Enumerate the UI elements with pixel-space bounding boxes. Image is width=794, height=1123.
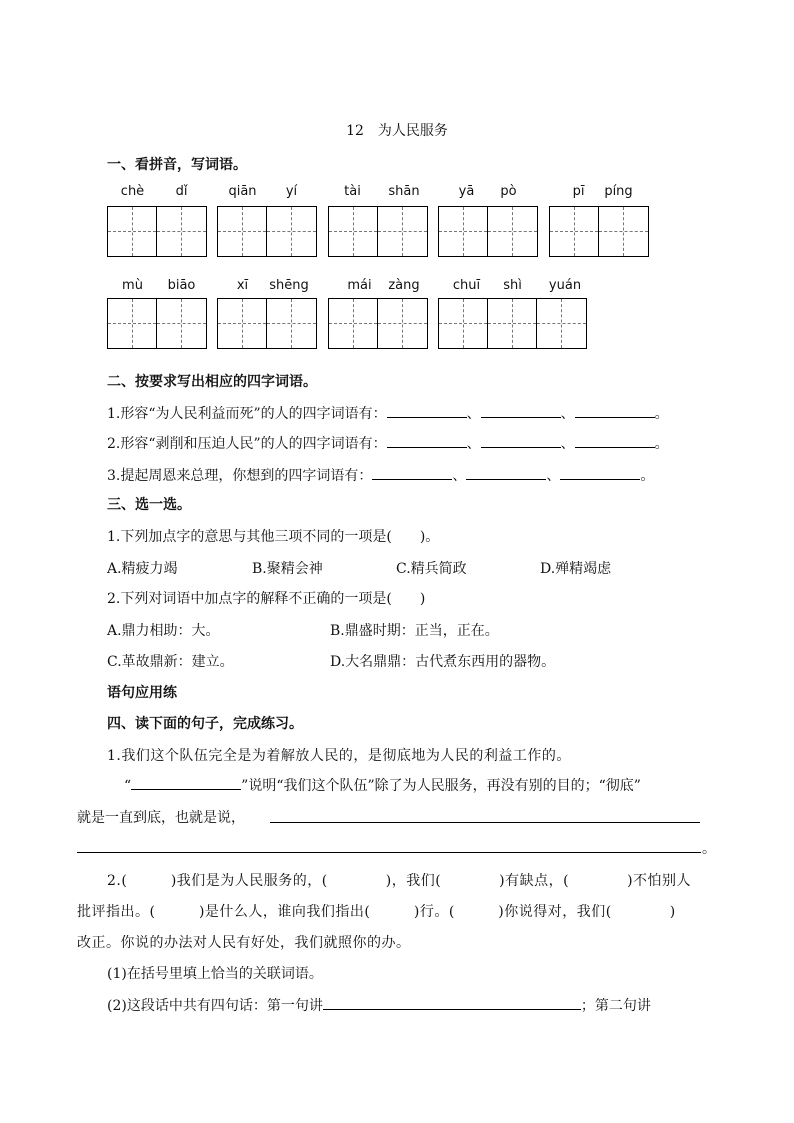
writing-grid[interactable]	[217, 298, 317, 349]
section-3-heading: 三、选一选。	[107, 497, 191, 513]
period: 。	[654, 436, 669, 452]
answer-blank[interactable]	[387, 405, 467, 418]
q4-passage-2-line-2: 批评指出。( )是什么人，谁向我们指出( )行。( )你说得对，我们( )	[77, 904, 676, 920]
pinyin: qiān	[228, 184, 257, 199]
section-1-heading: 一、看拼音，写词语。	[107, 157, 247, 173]
q4-line-meaning: 就是一直到底，也就是说，	[77, 810, 245, 826]
answer-blank[interactable]	[372, 467, 452, 480]
pinyin: pī	[572, 184, 585, 199]
q3-option-2a[interactable]: A.鼎力相助：大。	[107, 623, 220, 639]
period: 。	[654, 406, 669, 422]
separator: 、	[560, 406, 575, 422]
q4-sub-1: (1)在括号里填上恰当的关联词语。	[107, 966, 323, 982]
q3-option-a[interactable]: A.精疲力竭	[107, 561, 178, 577]
pinyin: tài	[344, 184, 361, 199]
q3-option-2b[interactable]: B.鼎盛时期：正当，正在。	[330, 623, 499, 639]
writing-grid[interactable]	[328, 298, 428, 349]
q2-line-3-text: 3.提起周恩来总理，你想到的四字词语有：	[107, 468, 373, 484]
q2-line-2	[107, 433, 669, 453]
q3-option-b[interactable]: B.聚精会神	[252, 561, 323, 577]
pinyin: shān	[388, 184, 420, 199]
writing-grid[interactable]	[328, 206, 428, 257]
answer-blank[interactable]	[481, 405, 561, 418]
pinyin: biāo	[167, 278, 196, 293]
separator: 、	[560, 436, 575, 452]
pinyin: yuán	[548, 278, 582, 293]
q4-quote-text: ”说明“我们这个队伍”除了为人民服务，再没有别的目的；“彻底”	[241, 778, 641, 794]
answer-blank[interactable]	[560, 467, 640, 480]
pinyin: xī	[236, 278, 249, 293]
practice-heading: 语句应用练	[107, 685, 177, 701]
q4-line-quote	[124, 775, 641, 795]
writing-grid[interactable]	[107, 206, 207, 257]
answer-blank[interactable]	[131, 777, 241, 790]
pinyin: dǐ	[175, 184, 188, 199]
answer-blank[interactable]	[575, 435, 655, 448]
q4-passage-1: 1.我们这个队伍完全是为着解放人民的，是彻底地为人民的利益工作的。	[107, 748, 571, 764]
q4-passage-2-line-3: 改正。你说的办法对人民有好处，我们就照你的办。	[77, 935, 411, 951]
separator: 、	[466, 436, 481, 452]
section-4-heading: 四、读下面的句子，完成练习。	[107, 716, 303, 732]
pinyin: shì	[503, 278, 522, 293]
answer-blank[interactable]	[481, 435, 561, 448]
answer-blank[interactable]	[323, 997, 581, 1010]
answer-line[interactable]	[77, 852, 701, 853]
pinyin: shēng	[269, 278, 309, 293]
q3-question-2: 2.下列对词语中加点字的解释不正确的一项是( )	[107, 591, 426, 607]
pinyin: pò	[500, 184, 517, 199]
pinyin: mù	[122, 278, 143, 293]
pinyin: chè	[120, 184, 145, 199]
q3-option-2c[interactable]: C.革故鼎新：建立。	[107, 654, 234, 670]
writing-grid[interactable]	[217, 206, 317, 257]
writing-grid[interactable]	[438, 206, 538, 257]
q3-option-2d[interactable]: D.大名鼎鼎：古代煮东西用的器物。	[330, 654, 556, 670]
q4-sub-2-tail: ；第二句讲	[580, 998, 651, 1014]
q2-line-3	[107, 465, 654, 485]
open-quote: “	[124, 778, 132, 794]
answer-line[interactable]	[270, 822, 700, 823]
pinyin: yí	[285, 184, 298, 199]
answer-blank[interactable]	[466, 467, 546, 480]
pinyin: yā	[458, 184, 475, 199]
writing-grid[interactable]	[549, 206, 649, 257]
pinyin: mái	[347, 278, 372, 293]
answer-blank[interactable]	[575, 405, 655, 418]
answer-blank[interactable]	[387, 435, 467, 448]
pinyin: chuī	[452, 278, 481, 293]
q2-line-2-text: 2.形容“剥削和压迫人民”的人的四字词语有：	[107, 436, 387, 452]
q3-option-c[interactable]: C.精兵简政	[396, 561, 467, 577]
separator: 、	[466, 406, 481, 422]
q3-question-1: 1.下列加点字的意思与其他三项不同的一项是( )。	[107, 529, 440, 545]
pinyin: píng	[604, 184, 633, 199]
q2-line-1-text: 1.形容“为人民利益而死”的人的四字词语有：	[107, 406, 387, 422]
q4-sub-2-text: (2)这段话中共有四句话：第一句讲	[107, 998, 323, 1014]
q4-passage-2-line-1: 2.( )我们是为人民服务的，( )，我们( )有缺点，( )不怕别人	[107, 873, 692, 889]
separator: 、	[546, 468, 561, 484]
period: 。	[702, 841, 716, 857]
separator: 、	[452, 468, 467, 484]
q4-sub-2	[107, 995, 651, 1015]
writing-grid[interactable]	[107, 298, 207, 349]
period: 。	[640, 468, 655, 484]
q3-option-d[interactable]: D.殚精竭虑	[540, 561, 612, 577]
q2-line-1	[107, 403, 669, 423]
page-title: 12 为人民服务	[346, 123, 448, 139]
writing-grid[interactable]	[438, 298, 587, 349]
pinyin: zàng	[388, 278, 420, 293]
section-2-heading: 二、按要求写出相应的四字词语。	[107, 374, 317, 390]
